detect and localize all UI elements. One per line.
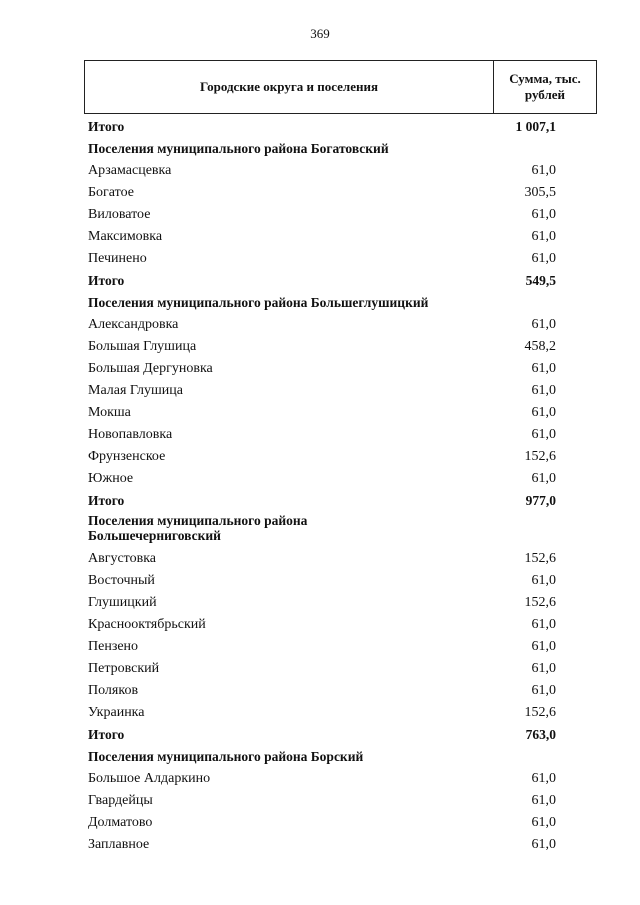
settlement-name: Поляков xyxy=(88,683,139,698)
amount-value: 61,0 xyxy=(531,471,556,486)
settlement-name: Малая Глушица xyxy=(88,383,183,398)
amount-value: 61,0 xyxy=(531,661,556,676)
table-row xyxy=(0,658,640,680)
amount-value: 763,0 xyxy=(525,727,556,742)
table-row xyxy=(0,204,640,226)
table-row xyxy=(0,702,640,724)
table-row xyxy=(0,336,640,358)
settlement-name: Богатое xyxy=(88,185,134,200)
settlement-name: Большое Алдаркино xyxy=(88,771,211,786)
settlement-name: Большая Глушица xyxy=(88,339,197,354)
table-row xyxy=(0,424,640,446)
table-row xyxy=(0,614,640,636)
amount-value: 152,6 xyxy=(524,705,556,720)
table-row xyxy=(0,446,640,468)
group-heading: Поселения муниципального района Большечерниговский xyxy=(88,513,308,543)
settlement-name: Максимовка xyxy=(88,229,163,244)
settlement-name: Виловатое xyxy=(88,207,151,222)
settlement-name: Заплавное xyxy=(88,837,150,852)
amount-value: 1 007,1 xyxy=(515,119,556,134)
table-row xyxy=(0,226,640,248)
settlement-name: Александровка xyxy=(88,317,179,332)
amount-value: 61,0 xyxy=(531,639,556,654)
settlement-name: Итого xyxy=(88,727,125,742)
settlement-name: Итого xyxy=(88,273,125,288)
amount-value: 61,0 xyxy=(531,361,556,376)
total-row xyxy=(0,724,640,746)
amount-value: 61,0 xyxy=(531,229,556,244)
table-row xyxy=(0,548,640,570)
amount-value: 61,0 xyxy=(531,815,556,830)
table-row xyxy=(0,380,640,402)
table-row xyxy=(0,358,640,380)
amount-value: 152,6 xyxy=(524,551,556,566)
total-row xyxy=(0,116,640,138)
amount-value: 61,0 xyxy=(531,317,556,332)
amount-value: 61,0 xyxy=(531,207,556,222)
table-row xyxy=(0,636,640,658)
page-number: 369 xyxy=(310,26,330,41)
amount-value: 61,0 xyxy=(531,837,556,852)
settlement-name: Большая Дергуновка xyxy=(88,361,213,376)
settlement-name: Новопавловка xyxy=(88,427,173,442)
table-body xyxy=(0,116,640,856)
settlement-name: Украинка xyxy=(88,705,145,720)
group-heading-row xyxy=(0,138,640,160)
group-heading-row xyxy=(0,746,640,768)
settlement-name: Мокша xyxy=(88,405,131,420)
table-row xyxy=(0,248,640,270)
amount-value: 61,0 xyxy=(531,573,556,588)
table-row xyxy=(0,468,640,490)
group-heading: Поселения муниципального района Большеглушицкий xyxy=(88,295,429,310)
settlement-name: Краснооктябрьский xyxy=(88,617,206,632)
amount-value: 61,0 xyxy=(531,163,556,178)
amount-value: 152,6 xyxy=(524,449,556,464)
settlement-name: Гвардейцы xyxy=(88,793,153,808)
settlement-name: Печинено xyxy=(88,251,147,266)
amount-value: 61,0 xyxy=(531,383,556,398)
group-heading-row xyxy=(0,292,640,314)
amount-value: 549,5 xyxy=(525,273,556,288)
settlement-name: Восточный xyxy=(88,573,155,588)
column-header-amount: Сумма, тыс. рублей xyxy=(509,71,581,102)
total-row xyxy=(0,270,640,292)
settlement-name: Итого xyxy=(88,119,125,134)
table-row xyxy=(0,768,640,790)
amount-value: 458,2 xyxy=(524,339,556,354)
table-header xyxy=(84,60,597,114)
settlement-name: Итого xyxy=(88,493,125,508)
table-row xyxy=(0,402,640,424)
settlement-name: Августовка xyxy=(88,551,157,566)
settlement-name: Петровский xyxy=(88,661,160,676)
column-header-settlements: Городские округа и поселения xyxy=(85,61,494,113)
table-row xyxy=(0,790,640,812)
group-heading-row xyxy=(0,512,640,548)
table-row xyxy=(0,592,640,614)
amount-value: 61,0 xyxy=(531,683,556,698)
settlement-name: Фрунзенское xyxy=(88,449,166,464)
table-row xyxy=(0,680,640,702)
amount-value: 61,0 xyxy=(531,793,556,808)
total-row xyxy=(0,490,640,512)
group-heading: Поселения муниципального района Богатовский xyxy=(88,141,389,156)
table-row xyxy=(0,182,640,204)
amount-value: 305,5 xyxy=(524,185,556,200)
amount-value: 61,0 xyxy=(531,771,556,786)
amount-value: 61,0 xyxy=(531,617,556,632)
settlement-name: Долматово xyxy=(88,815,153,830)
amount-value: 61,0 xyxy=(531,427,556,442)
group-heading: Поселения муниципального района Борский xyxy=(88,749,364,764)
amount-value: 61,0 xyxy=(531,405,556,420)
table-row xyxy=(0,812,640,834)
table-row xyxy=(0,160,640,182)
settlement-name: Пензено xyxy=(88,639,139,654)
table-row xyxy=(0,314,640,336)
settlement-name: Южное xyxy=(88,471,134,486)
amount-value: 61,0 xyxy=(531,251,556,266)
amount-value: 977,0 xyxy=(525,493,556,508)
table-row xyxy=(0,834,640,856)
amount-value: 152,6 xyxy=(524,595,556,610)
settlement-name: Глушицкий xyxy=(88,595,157,610)
settlement-name: Арзамасцевка xyxy=(88,163,172,178)
table-row xyxy=(0,570,640,592)
